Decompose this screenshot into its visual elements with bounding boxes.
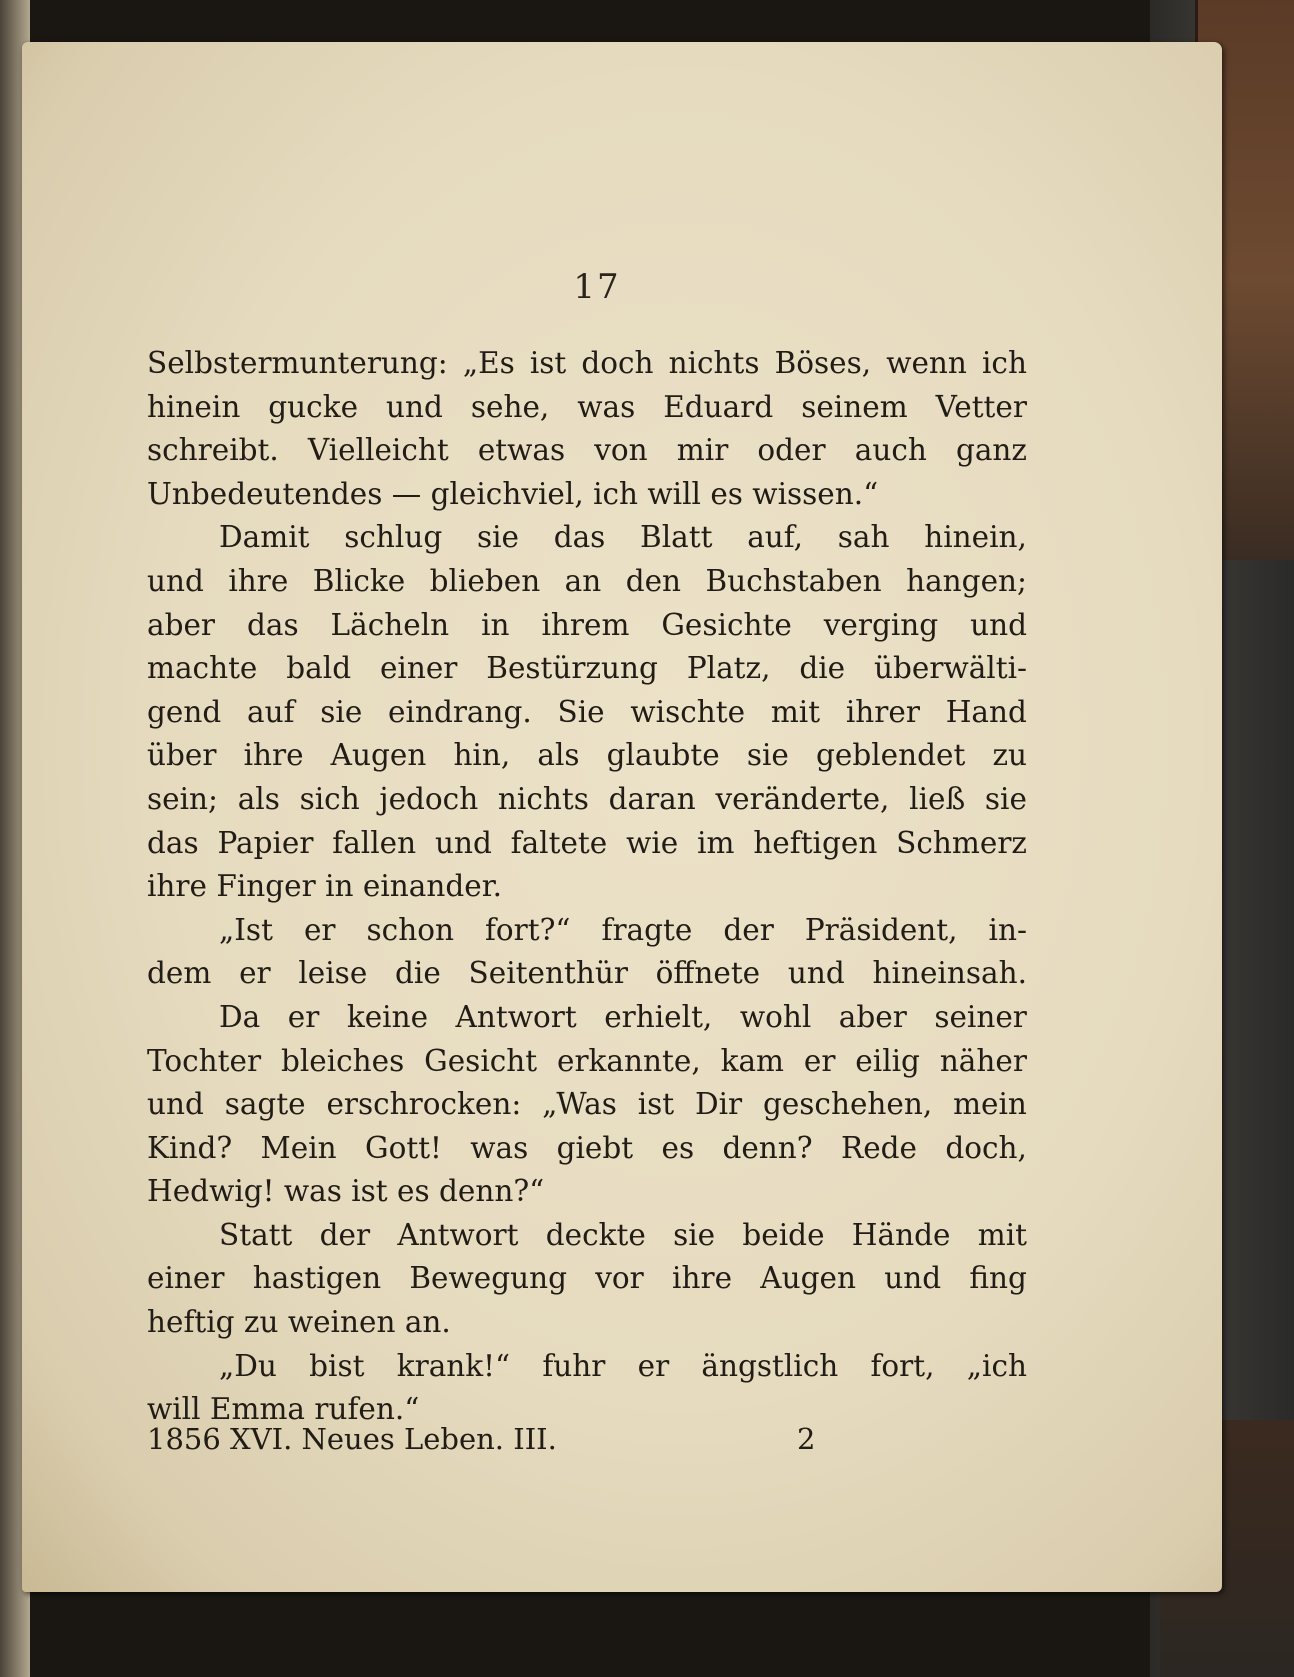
- word: oder: [757, 433, 826, 468]
- text-line: [147, 778, 1027, 822]
- word: Präsident,: [804, 912, 958, 947]
- word: öffnete: [655, 956, 761, 991]
- word: ist: [529, 346, 567, 380]
- word: aber: [838, 999, 907, 1034]
- word: nichts: [497, 781, 589, 816]
- word: die: [799, 651, 846, 686]
- word: Schmerz: [896, 825, 1027, 860]
- word: Böses,: [774, 346, 872, 380]
- word: er: [303, 912, 336, 947]
- word: daran: [608, 781, 696, 816]
- text-line: [147, 1214, 1027, 1258]
- text-line: [147, 342, 1027, 386]
- word: Eduard: [663, 389, 774, 424]
- word: und: [434, 825, 492, 860]
- word: fort?“: [484, 912, 571, 947]
- word: Gesicht: [424, 1043, 538, 1078]
- footer-signature: 1856 XVI. Neues Leben. III.: [147, 1422, 557, 1456]
- word: mein: [953, 1087, 1027, 1122]
- word: er: [803, 1043, 836, 1078]
- word: mit: [770, 694, 821, 729]
- word: als: [237, 781, 280, 816]
- word: Bewegung: [409, 1261, 567, 1296]
- word: verging: [823, 607, 939, 642]
- word: dem: [147, 956, 212, 991]
- word: keine: [346, 999, 429, 1034]
- word: er: [239, 956, 271, 991]
- word: die: [395, 956, 441, 991]
- word: schlug: [344, 520, 443, 555]
- word: sie: [746, 738, 789, 773]
- word: Sie: [557, 694, 605, 729]
- word: bald: [286, 651, 352, 686]
- word: machte: [147, 651, 258, 686]
- text-line: [147, 734, 1027, 778]
- word: heftigen: [753, 825, 878, 860]
- word: Lächeln: [330, 607, 450, 642]
- word: „Ist: [219, 912, 273, 947]
- text-line: [147, 952, 1027, 996]
- text-line: [147, 909, 1027, 953]
- word: einer: [147, 1261, 225, 1296]
- word: Seitenthür: [468, 956, 628, 991]
- word: sein;: [147, 781, 218, 816]
- word: Bestürzung: [486, 651, 658, 686]
- text-line: [147, 560, 1027, 604]
- word: ließ: [909, 781, 966, 816]
- text-line: [147, 429, 1027, 473]
- word: fragte: [601, 912, 693, 947]
- text-line: [147, 647, 1027, 691]
- word: „Was: [542, 1087, 617, 1122]
- word: Gott!: [365, 1130, 442, 1165]
- word: als: [537, 738, 580, 773]
- word: Damit: [219, 520, 310, 555]
- text-line: [147, 822, 1027, 866]
- word: Kind?: [147, 1130, 233, 1165]
- word: erkannte,: [557, 1043, 701, 1078]
- word: sie: [320, 694, 363, 729]
- word: den: [625, 563, 682, 598]
- word: ich: [982, 346, 1027, 380]
- word: Gesichte: [661, 607, 792, 642]
- text-line: heftig zu weinen an.: [147, 1305, 451, 1340]
- word: hangen;: [906, 563, 1027, 598]
- word: bleiches: [280, 1043, 405, 1078]
- word: doch: [581, 346, 654, 380]
- word: das: [246, 607, 299, 642]
- word: erschrocken:: [326, 1087, 522, 1122]
- word: doch,: [945, 1130, 1027, 1165]
- word: gucke: [268, 389, 359, 424]
- word: fuhr: [542, 1348, 606, 1383]
- word: Hand: [945, 694, 1027, 729]
- word: hastigen: [252, 1261, 382, 1296]
- word: Da: [219, 999, 261, 1034]
- word: Blatt: [640, 520, 713, 555]
- word: wenn: [886, 346, 967, 380]
- word: das: [553, 520, 606, 555]
- word: in: [481, 607, 510, 642]
- word: etwas: [477, 433, 566, 468]
- word: der: [723, 912, 774, 947]
- word: und: [884, 1261, 942, 1296]
- word: zu: [992, 738, 1027, 773]
- word: „Du: [219, 1348, 277, 1383]
- word: und: [147, 563, 204, 598]
- word: Augen: [330, 738, 427, 773]
- text-line: [147, 1257, 1027, 1301]
- word: beide: [742, 1217, 825, 1252]
- word: blieben: [429, 563, 541, 598]
- word: wohl: [739, 999, 812, 1034]
- word: fort,: [870, 1348, 935, 1383]
- word: sie: [476, 520, 519, 555]
- word: schon: [366, 912, 454, 947]
- word: vor: [595, 1261, 644, 1296]
- word: der: [319, 1217, 371, 1252]
- word: von: [594, 433, 648, 468]
- word: und: [147, 1087, 204, 1122]
- page-number: 17: [573, 267, 621, 307]
- word: auf: [246, 694, 295, 729]
- word: ihre: [228, 563, 289, 598]
- word: erhielt,: [604, 999, 713, 1034]
- page-footer: [147, 1422, 1027, 1462]
- word: giebt: [556, 1130, 634, 1165]
- text-line: [147, 691, 1027, 735]
- text-line: [147, 1345, 1027, 1389]
- word: wischte: [630, 694, 746, 729]
- word: sie: [673, 1217, 716, 1252]
- text-line: will Emma rufen.“: [147, 1392, 420, 1427]
- word: einer: [379, 651, 458, 686]
- text-line: [147, 996, 1027, 1040]
- word: was: [470, 1130, 529, 1165]
- word: seinem: [801, 389, 908, 424]
- text-line: Unbedeutendes — gleichviel, ich will es wissen.“: [147, 476, 879, 511]
- text-line: [147, 604, 1027, 648]
- word: sah: [837, 520, 890, 555]
- body-text: [147, 342, 1027, 1432]
- word: in-: [988, 912, 1027, 947]
- word: er: [637, 1348, 670, 1383]
- word: Selbstermunterung:: [147, 346, 448, 380]
- word: Augen: [760, 1261, 856, 1296]
- text-line: [147, 1127, 1027, 1171]
- word: überwälti-: [874, 651, 1027, 686]
- word: Dir: [694, 1087, 743, 1122]
- word: ihrer: [845, 694, 920, 729]
- word: sagte: [224, 1087, 306, 1122]
- word: Tochter: [147, 1043, 262, 1078]
- word: sie: [984, 781, 1027, 816]
- word: an: [564, 563, 602, 598]
- word: ganz: [955, 433, 1027, 468]
- word: faltete: [510, 825, 608, 860]
- text-line: Hedwig! was ist es denn?“: [147, 1174, 545, 1209]
- word: eilig: [855, 1043, 920, 1078]
- word: hinein,: [924, 520, 1027, 555]
- word: fallen: [332, 825, 417, 860]
- word: aber: [147, 607, 216, 642]
- word: Antwort: [455, 999, 577, 1034]
- word: Platz,: [686, 651, 771, 686]
- word: im: [697, 825, 735, 860]
- word: näher: [939, 1043, 1027, 1078]
- word: Mein: [260, 1130, 337, 1165]
- word: Vetter: [935, 389, 1027, 424]
- word: über: [147, 738, 217, 773]
- word: geblendet: [816, 738, 966, 773]
- word: sehe,: [470, 389, 550, 424]
- word: schreibt.: [147, 433, 279, 468]
- word: jedoch: [379, 781, 479, 816]
- word: Hände: [851, 1217, 951, 1252]
- word: was: [577, 389, 636, 424]
- word: hinein: [147, 389, 241, 424]
- word: denn?: [722, 1130, 813, 1165]
- word: und: [970, 607, 1027, 642]
- book-page: [22, 42, 1222, 1592]
- word: Vielleicht: [307, 433, 449, 468]
- word: kam: [720, 1043, 785, 1078]
- word: auf,: [747, 520, 804, 555]
- word: hineinsah.: [872, 956, 1027, 991]
- word: nichts: [668, 346, 760, 380]
- word: Buchstaben: [705, 563, 882, 598]
- text-line: [147, 386, 1027, 430]
- word: mit: [977, 1217, 1027, 1252]
- word: „Es: [462, 346, 515, 380]
- word: geschehen,: [762, 1087, 933, 1122]
- footer-sheet-number: 2: [797, 1422, 816, 1456]
- word: veränderte,: [715, 781, 890, 816]
- word: hin,: [453, 738, 511, 773]
- word: ihre: [672, 1261, 733, 1296]
- word: eindrang.: [388, 694, 532, 729]
- word: fing: [969, 1261, 1027, 1296]
- text-line: [147, 516, 1027, 560]
- word: seiner: [934, 999, 1027, 1034]
- word: glaubte: [606, 738, 720, 773]
- word: ängstlich: [701, 1348, 839, 1383]
- word: er: [287, 999, 320, 1034]
- word: deckte: [545, 1217, 646, 1252]
- word: es: [661, 1130, 695, 1165]
- word: sich: [299, 781, 360, 816]
- word: leise: [298, 956, 368, 991]
- word: bist: [309, 1348, 365, 1383]
- word: das: [147, 825, 199, 860]
- word: ist: [637, 1087, 675, 1122]
- word: Blicke: [312, 563, 406, 598]
- word: „ich: [966, 1348, 1027, 1383]
- word: ihre: [243, 738, 304, 773]
- word: ihrem: [541, 607, 630, 642]
- text-line: ihre Finger in einander.: [147, 869, 502, 904]
- word: Statt: [219, 1217, 293, 1252]
- word: gend: [147, 694, 222, 729]
- text-line: [147, 1040, 1027, 1084]
- word: Papier: [217, 825, 314, 860]
- word: wie: [626, 825, 679, 860]
- word: krank!“: [396, 1348, 511, 1383]
- word: mir: [676, 433, 729, 468]
- word: und: [787, 956, 845, 991]
- word: auch: [854, 433, 927, 468]
- word: Rede: [840, 1130, 917, 1165]
- text-line: [147, 1083, 1027, 1127]
- word: und: [386, 389, 443, 424]
- word: Antwort: [397, 1217, 519, 1252]
